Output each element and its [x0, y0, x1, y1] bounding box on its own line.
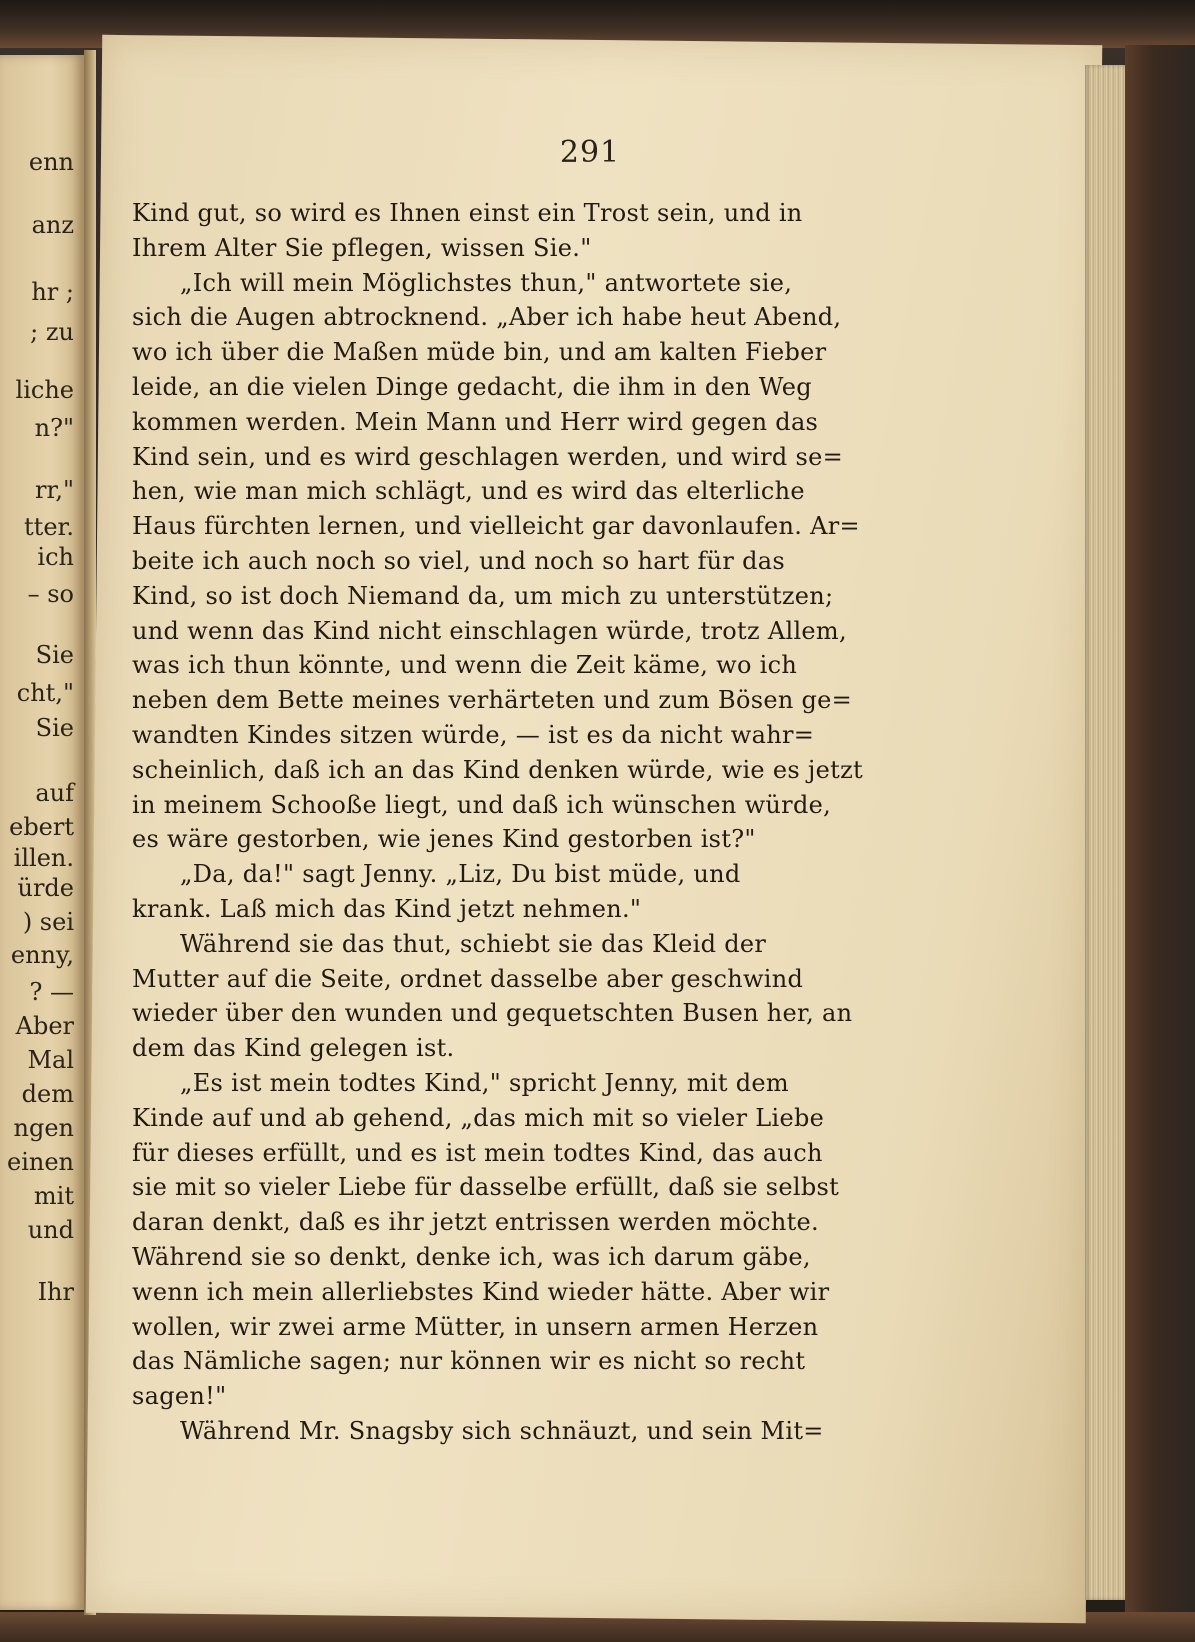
left-page-fragment: – so — [27, 580, 74, 608]
text-line: krank. Laß mich das Kind jetzt nehmen." — [132, 894, 642, 923]
left-page-fragment: hr ; — [31, 278, 74, 306]
text-line: Kind sein, und es wird geschlagen werden, und wird se= — [132, 442, 844, 471]
text-line: Ihrem Alter Sie pflegen, wissen Sie." — [132, 233, 592, 262]
text-line: Kind gut, so wird es Ihnen einst ein Trost sein, und in — [132, 199, 803, 227]
text-line: wollen, wir zwei arme Mütter, in unsern armen Herzen — [132, 1312, 819, 1341]
text-line: scheinlich, daß ich an das Kind denken würde, wie es jetzt — [132, 755, 863, 784]
text-line: für dieses erfüllt, und es ist mein todtes Kind, das auch — [132, 1138, 823, 1167]
text-line: es wäre gestorben, wie jenes Kind gestorben ist?" — [132, 825, 756, 854]
left-page-fragment: enn — [28, 148, 74, 176]
text-line: „Da, da!" sagt Jenny. „Liz, Du bist müde, und — [180, 860, 741, 889]
left-page-fragment: liche — [15, 376, 74, 404]
left-page-fragment: enny, — [10, 941, 74, 969]
left-page-fragment: Sie — [35, 641, 74, 669]
text-line: „Ich will mein Möglichstes thun," antwortete sie, — [180, 268, 793, 297]
text-line: Haus fürchten lernen, und vielleicht gar davonlaufen. Ar= — [132, 512, 860, 541]
left-page-fragment: n?" — [34, 414, 74, 442]
text-line: wandten Kindes sitzen würde, — ist es da nicht wahr= — [132, 720, 815, 749]
text-line: neben dem Bette meines verhärteten und zum Bösen ge= — [132, 686, 853, 715]
text-line: hen, wie man mich schlägt, und es wird das elterliche — [132, 477, 805, 506]
text-line: Kind, so ist doch Niemand da, um mich zu unterstützen; — [132, 581, 834, 610]
left-page-fragment: dem — [21, 1080, 74, 1108]
body-text — [132, 196, 922, 1449]
text-line: Kinde auf und ab gehend, „das mich mit so vieler Liebe — [132, 1103, 825, 1132]
text-line: sagen!" — [132, 1382, 227, 1411]
text-line: wo ich über die Maßen müde bin, und am kalten Fieber — [132, 338, 827, 367]
left-page-fragment: einen — [7, 1148, 74, 1176]
text-line: wenn ich mein allerliebstes Kind wieder hätte. Aber wir — [132, 1277, 830, 1306]
text-line: „Es ist mein todtes Kind," spricht Jenny, mit dem — [180, 1068, 789, 1097]
left-page-fragment: Ihr — [37, 1278, 74, 1306]
page-number: 291 — [559, 135, 621, 170]
left-page-fragment: ürde — [17, 874, 74, 902]
text-line: was ich thun könnte, und wenn die Zeit käme, wo ich — [132, 651, 798, 680]
left-page-fragment: Aber — [15, 1012, 74, 1040]
left-page-fragment: Sie — [35, 714, 74, 742]
text-line: in meinem Schooße liegt, und daß ich wünschen würde, — [132, 790, 832, 819]
text-line: leide, an die vielen Dinge gedacht, die ihm in den Weg — [132, 372, 812, 401]
left-page — [0, 55, 84, 1610]
left-page-fragment: ; zu — [30, 318, 74, 346]
left-page-fragment: tter. — [24, 513, 74, 541]
left-page-fragment: auf — [35, 779, 74, 807]
text-line: Mutter auf die Seite, ordnet dasselbe aber geschwind — [132, 964, 804, 993]
left-page-fragment: und — [27, 1216, 74, 1244]
text-line: beite ich auch noch so viel, und noch so hart für das — [132, 546, 785, 575]
text-line: kommen werden. Mein Mann und Herr wird gegen das — [132, 407, 819, 436]
left-page-fragment: rr," — [35, 476, 74, 504]
left-page-fragment: cht," — [16, 679, 74, 707]
left-page-fragment: ? — — [29, 978, 74, 1006]
book-cover-right — [1125, 45, 1195, 1642]
page-edges — [1085, 65, 1125, 1600]
text-line: das Nämliche sagen; nur können wir es nicht so recht — [132, 1347, 806, 1376]
left-page-fragment: Mal — [27, 1046, 74, 1074]
left-page-fragment: ebert — [9, 813, 74, 841]
text-line: dem das Kind gelegen ist. — [132, 1034, 455, 1063]
left-page-fragment: anz — [31, 211, 74, 239]
text-line: Während Mr. Snagsby sich schnäuzt, und sein Mit= — [180, 1416, 824, 1445]
text-line: Während sie das thut, schiebt sie das Kleid der — [180, 929, 767, 958]
left-page-fragment: mit — [33, 1182, 74, 1210]
text-line: und wenn das Kind nicht einschlagen würde, trotz Allem, — [132, 616, 847, 645]
left-page-fragment: ich — [37, 543, 74, 571]
text-line: wieder über den wunden und gequetschten Busen her, an — [132, 999, 853, 1028]
left-page-fragment: ngen — [13, 1114, 74, 1142]
text-line: daran denkt, daß es ihr jetzt entrissen werden möchte. — [132, 1208, 819, 1237]
text-line: sie mit so vieler Liebe für dasselbe erfüllt, daß sie selbst — [132, 1173, 840, 1202]
text-line: Während sie so denkt, denke ich, was ich darum gäbe, — [132, 1242, 811, 1271]
left-page-fragment: ) sei — [22, 908, 74, 936]
text-line: sich die Augen abtrocknend. „Aber ich habe heut Abend, — [132, 303, 842, 332]
left-page-fragment: illen. — [13, 844, 74, 872]
